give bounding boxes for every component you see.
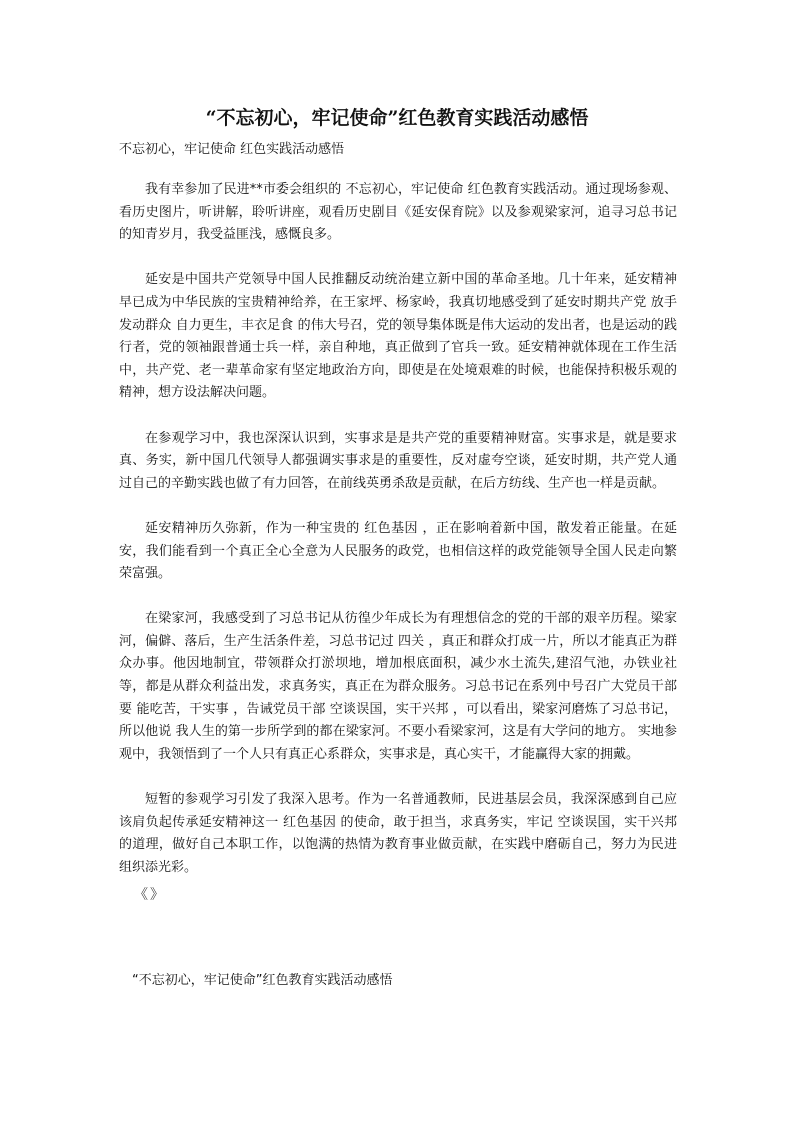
- document-body: [119, 179, 677, 902]
- paragraph-1: 我有幸参加了民进**市委会组织的 不忘初心，牢记使命 红色教育实践活动。通过现场参观、看历史图片，听讲解，聆听讲座，观看历史剧目《延安保育院》以及参观梁家河，追寻习总书记的知青岁月，我受益匪浅，感慨良多。: [119, 182, 677, 243]
- document-title: “不忘初心，牢记使命”红色教育实践活动感悟: [205, 107, 589, 129]
- paragraph-4: 延安精神历久弥新，作为一种宝贵的 红色基因 ，正在影响着新中国，散发着正能量。在延安，我们能看到一个真正全心全意为人民服务的政党，也相信这样的政党能领导全国人民走向繁荣富强。: [119, 520, 677, 582]
- footer-title: “不忘初心，牢记使命”红色教育实践活动感悟: [132, 973, 393, 988]
- document-subtitle: 不忘初心，牢记使命 红色实践活动感悟: [119, 142, 345, 157]
- paragraph-2: 延安是中国共产党领导中国人民推翻反动统治建立新中国的革命圣地。几十年来，延安精神早已成为中华民族的宝贵精神给养，在王家坪、杨家岭，我真切地感受到了延安时期共产党 放手发动群众 自力更生，丰衣足食 的伟大号召，党的领导集体既是伟大运动的发出者，也是运动的践行者，党的领袖跟普通士兵一样，亲自种地，真正做到了官兵一致。延安精神就体现在工作生活中，共产党、老一辈革命家有坚定地政治方向，即使是在处境艰难的时候，也能保持积极乐观的精神，想方设法解决问题。: [119, 272, 677, 401]
- paragraph-5: 在梁家河，我感受到了习总书记从彷徨少年成长为有理想信念的党的干部的艰辛历程。梁家河，偏僻、落后，生产生活条件差，习总书记过 四关 ，真正和群众打成一片，所以才能真正为群众办事。他因地制宜，带领群众打淤坝地，增加根底面积，减少水土流失,建沼气池，办铁业社等，都是从群众利益出发，求真务实，真正在为群众服务。习总书记在系列中号召广大党员干部要 能吃苦，干实事 ，告诫党员干部 空谈误国，实干兴邦 ，可以看出，梁家河磨炼了习总书记，所以他说 我人生的第一步所学到的都在梁家河。不要小看梁家河，这是有大学问的地方。 实地参观中，我领悟到了一个人只有真正心系群众，实事求是，真心实干，才能赢得大家的拥戴。: [119, 611, 677, 762]
- book-title-marks: 《》: [134, 887, 166, 903]
- paragraph-3: 在参观学习中，我也深深认识到，实事求是是共产党的重要精神财富。实事求是，就是要求真、务实，新中国几代领导人都强调实事求是的重要性，反对虚夸空谈，延安时期，共产党人通过自己的辛勤实践也做了有力回答，在前线英勇杀敌是贡献，在后方纺线、生产也一样是贡献。: [119, 430, 677, 491]
- paragraph-6: 短暂的参观学习引发了我深入思考。作为一名普通教师，民进基层会员，我深深感到自己应该肩负起传承延安精神这一 红色基因 的使命，敢于担当，求真务实，牢记 空谈误国，实干兴邦 的道理，做好自己本职工作，以饱满的热情为教育事业做贡献，在实践中磨砺自己，努力为民进组织添光彩。: [119, 792, 677, 875]
